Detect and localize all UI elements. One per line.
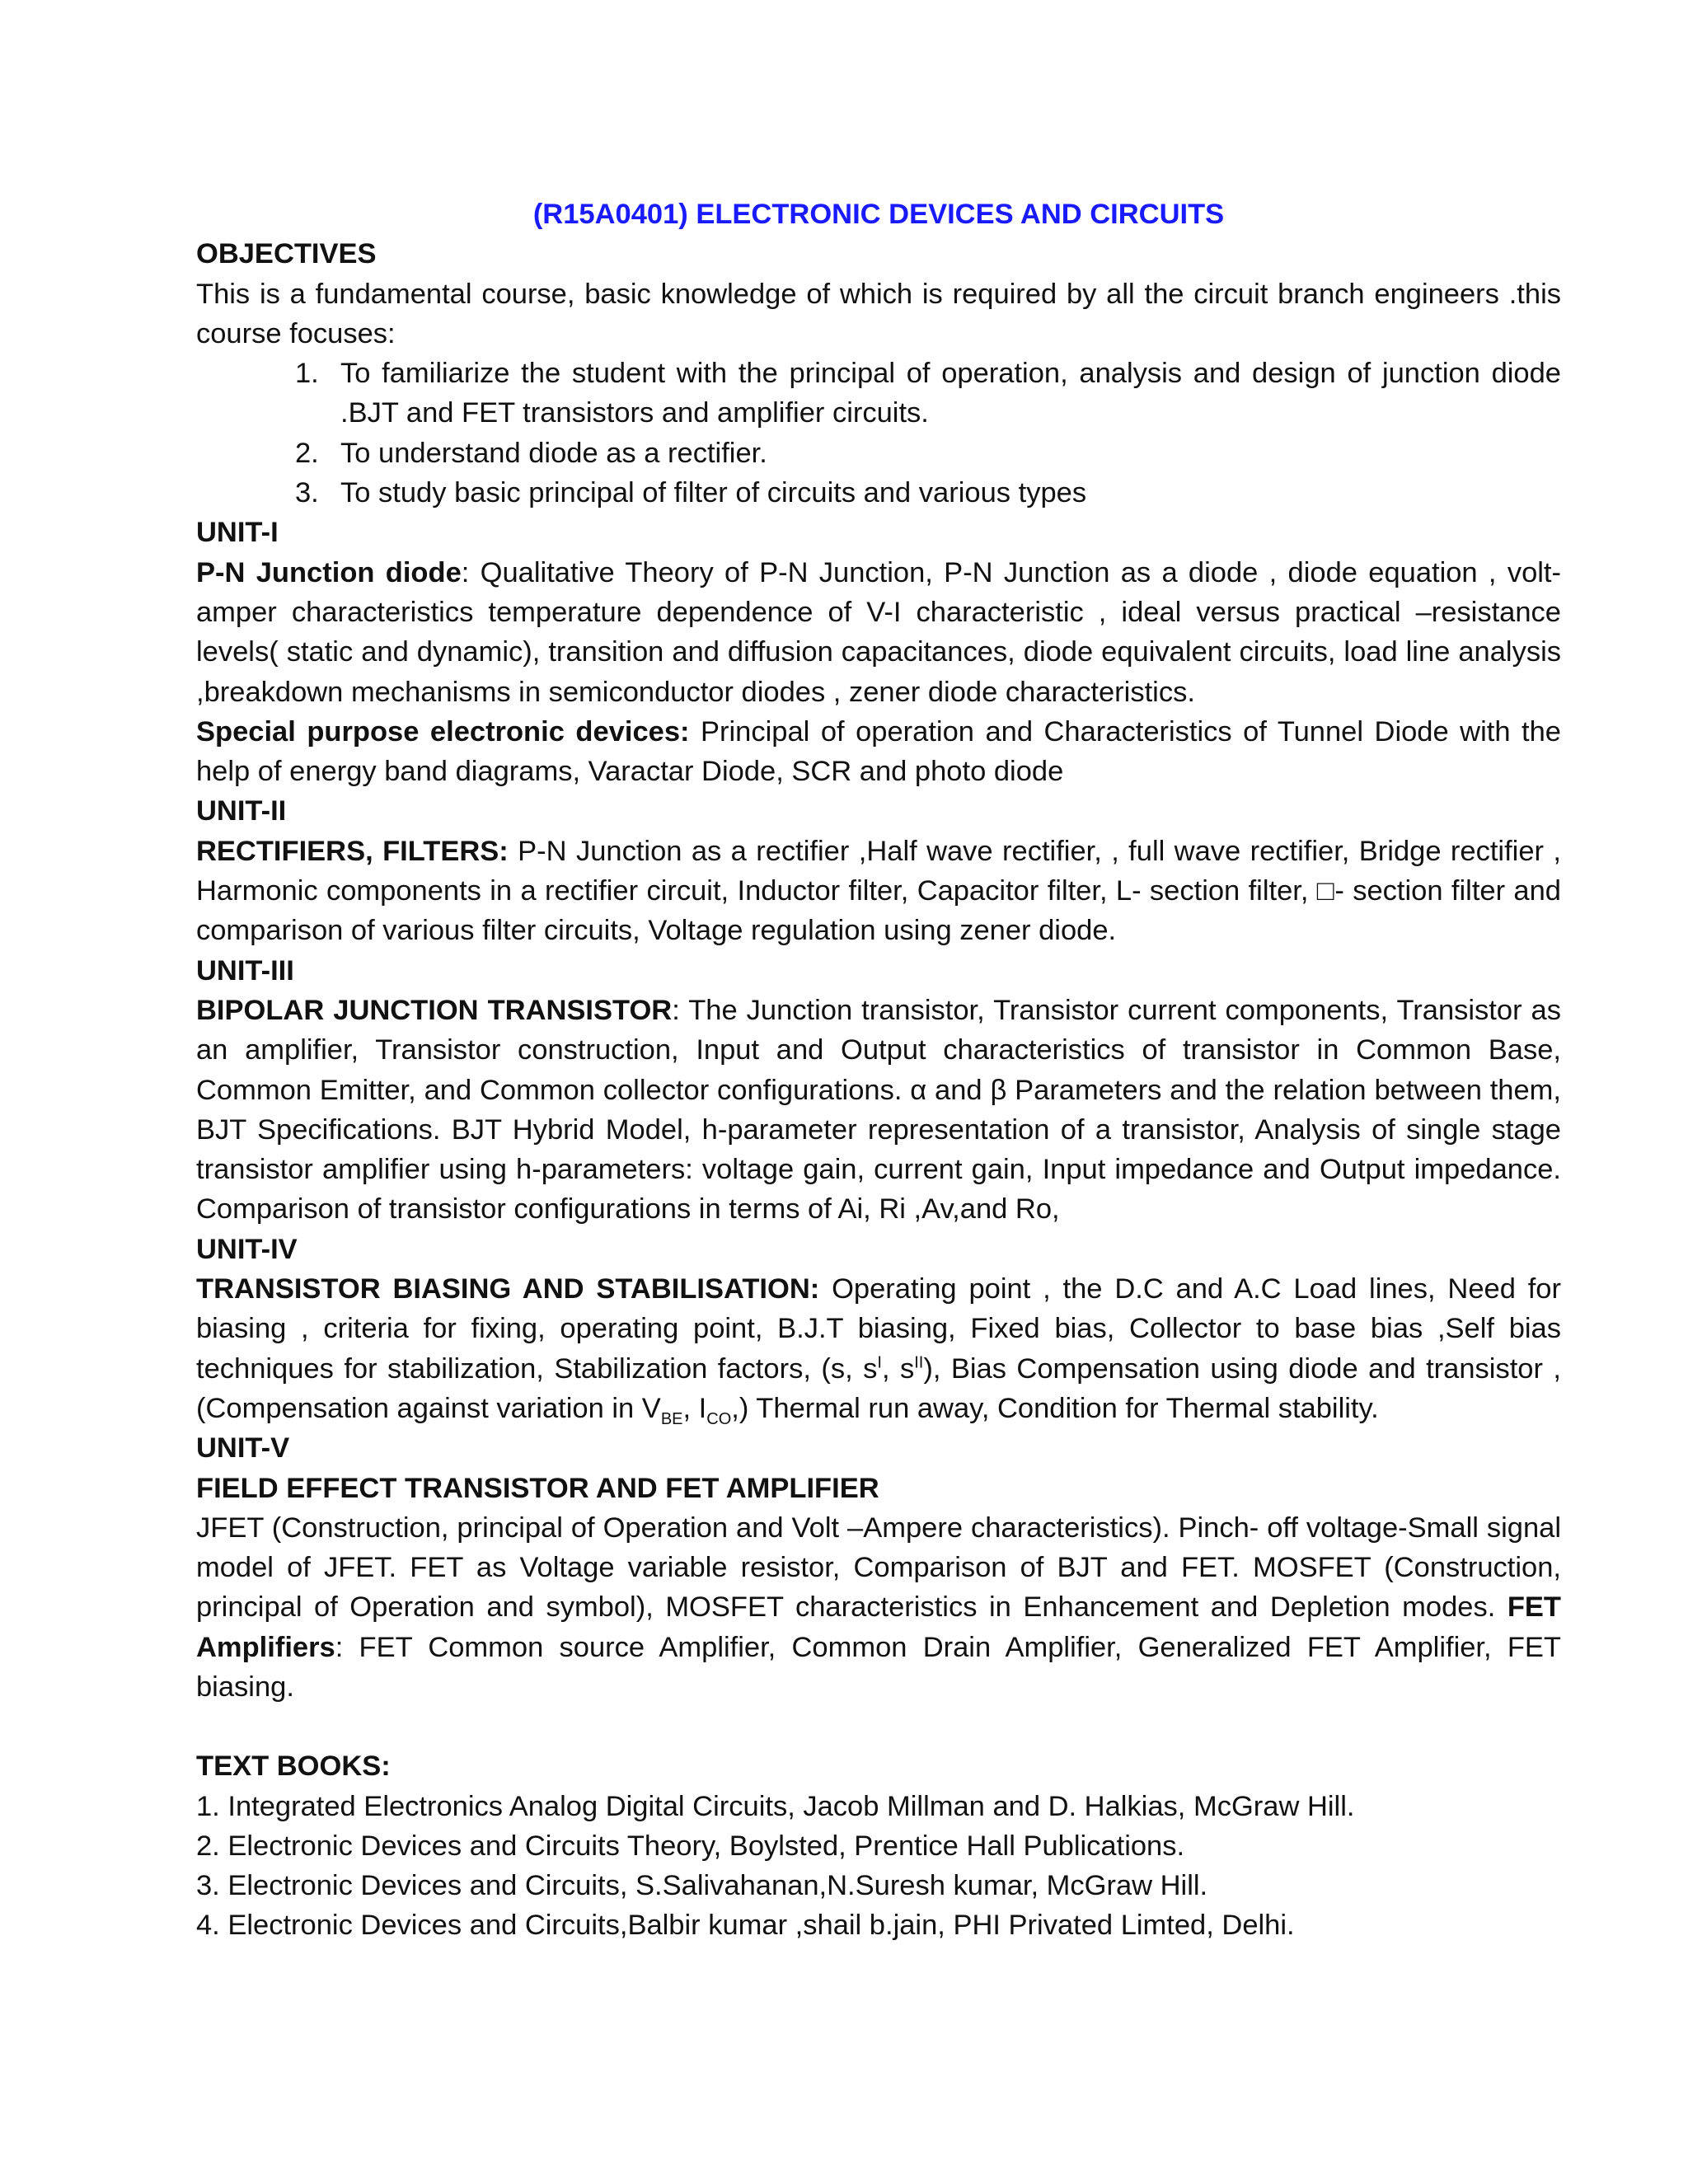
objective-item: 3. To study basic principal of filter of circuits and various types <box>295 477 1087 509</box>
unit-1-paragraph-2: Special purpose electronic devices: Principal of operation and Characteristics of Tunnel Diode with the help of energy band diagrams, Varactar Diode, SCR and photo diode <box>196 715 1561 788</box>
textbooks-heading: TEXT BOOKS: <box>196 1750 391 1783</box>
spacer <box>196 1707 1561 1746</box>
objectives-list <box>196 354 1561 513</box>
textbook-item: 2. Electronic Devices and Circuits Theory, Boylsted, Prentice Hall Publications. <box>196 1830 1185 1862</box>
unit-3-paragraph: BIPOLAR JUNCTION TRANSISTOR: The Junction transistor, Transistor current components, Transistor as an amplifier, Transistor construction, Input and Output characteristics of transistor in Common Base, Common Emitter, and Common collector configurations. α and β Parameters and the relation between them, BJT Specifications. BJT Hybrid Model, h-parameter representation of a transistor, Analysis of single stage transistor amplifier using h-parameters: voltage gain, current gain, Input impedance and Output impedance. Comparison of transistor configurations in terms of Ai, Ri ,Av,and Ro, <box>196 994 1561 1226</box>
unit-2-paragraph: RECTIFIERS, FILTERS: P-N Junction as a rectifier ,Half wave rectifier, , full wave rectifier, Bridge rectifier , Harmonic components in a rectifier circuit, Inductor filter, Capacitor filter, L- section filter, □- section filter and comparison of various filter circuits, Voltage regulation using zener diode. <box>196 835 1561 947</box>
objectives-heading: OBJECTIVES <box>196 238 377 270</box>
textbook-item: 4. Electronic Devices and Circuits,Balbir kumar ,shail b.jain, PHI Privated Limted, Delhi. <box>196 1910 1295 1942</box>
unit-5-paragraph: JFET (Construction, principal of Operation and Volt –Ampere characteristics). Pinch- off voltage-Small signal model of JFET. FET as Voltage variable resistor, Comparison of BJT and FET. MOSFET (Construction, principal of Operation and symbol), MOSFET characteristics in Enhancement and Depletion modes. FET Amplifiers: FET Common source Amplifier, Common Drain Amplifier, Generalized FET Amplifier, FET biasing. <box>196 1511 1561 1703</box>
unit-1-paragraph-1: P-N Junction diode: Qualitative Theory of P-N Junction, P-N Junction as a diode , diode equation , volt-amper characteristics temperature dependence of V-I characteristic , ideal versus practical –resistance levels( static and dynamic), transition and diffusion capacitances, diode equivalent circuits, load line analysis ,breakdown mechanisms in semiconductor diodes , zener diode characteristics. <box>196 556 1561 708</box>
unit-4-paragraph: TRANSISTOR BIASING AND STABILISATION: Operating point , the D.C and A.C Load lines, Need for biasing , criteria for fixing, operating point, B.J.T biasing, Fixed bias, Collector to base bias ,Self bias techniques for stabilization, Stabilization factors, (s, $s^I$, $s^{II}$), Bias Compensation using diode and transistor , (Compensation against variation in $V_{BE}$, $I_{CO}$,) Thermal run away, Condition for Thermal stability. <box>196 1273 1562 1428</box>
unit-2-heading: UNIT-II <box>196 795 287 827</box>
syllabus-page <box>196 194 1561 1946</box>
unit-4-heading: UNIT-IV <box>196 1233 298 1265</box>
objective-item: 2. To understand diode as a rectifier. <box>295 437 767 469</box>
unit-5-subheading: FIELD EFFECT TRANSISTOR AND FET AMPLIFIER <box>196 1472 879 1504</box>
unit-3-heading: UNIT-III <box>196 954 294 987</box>
textbook-item: 1. Integrated Electronics Analog Digital Circuits, Jacob Millman and D. Halkias, McGraw Hill. <box>196 1790 1355 1822</box>
unit-5-heading: UNIT-V <box>196 1432 290 1465</box>
textbook-item: 3. Electronic Devices and Circuits, S.Salivahanan,N.Suresh kumar, McGraw Hill. <box>196 1870 1208 1902</box>
objective-item: 1. To familiarize the student with the principal of operation, analysis and design of junction diode .BJT and FET transistors and amplifier circuits. <box>295 358 1561 429</box>
objectives-intro: This is a fundamental course, basic knowledge of which is required by all the circuit branch engineers .this course focuses: <box>196 278 1561 349</box>
unit-1-heading: UNIT-I <box>196 517 279 549</box>
course-title: (R15A0401) ELECTRONIC DEVICES AND CIRCUITS <box>532 199 1225 230</box>
